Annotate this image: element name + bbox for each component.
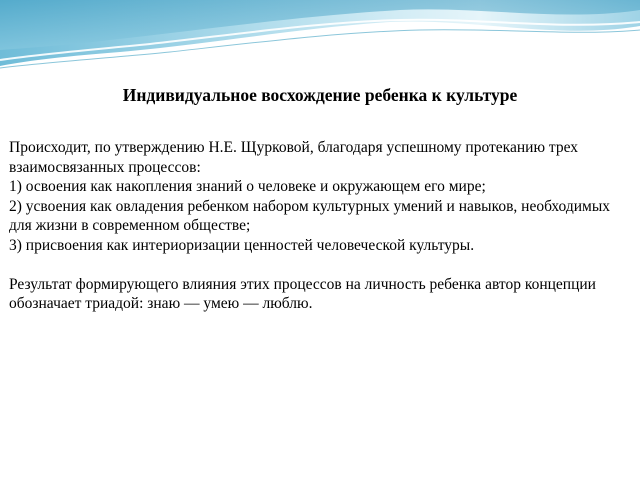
intro-paragraph: Происходит, по утверждению Н.Е. Щурковой, благодаря успешному протеканию трех взаимосвязанных процессов: — [9, 139, 579, 176]
paragraph-spacer — [9, 255, 635, 275]
list-item-1: 1) освоения как накопления знаний о человеке и окружающем его мире; — [9, 178, 486, 195]
slide-title: Индивидуальное восхождение ребенка к культуре — [122, 85, 518, 105]
conclusion-paragraph: Результат формирующего влияния этих процессов на личность ребенка автор концепции обозначает триадой: знаю — умею — люблю. — [9, 275, 596, 312]
slide-body — [9, 138, 635, 314]
list-item-2: 2) усвоения как овладения ребенком набором культурных умений и навыков, необходимых для жизни в современном обществе; — [9, 197, 610, 234]
list-item-3: 3) присвоения как интериоризации ценностей человеческой культуры. — [9, 236, 475, 254]
decorative-wave-banner — [0, 0, 640, 80]
